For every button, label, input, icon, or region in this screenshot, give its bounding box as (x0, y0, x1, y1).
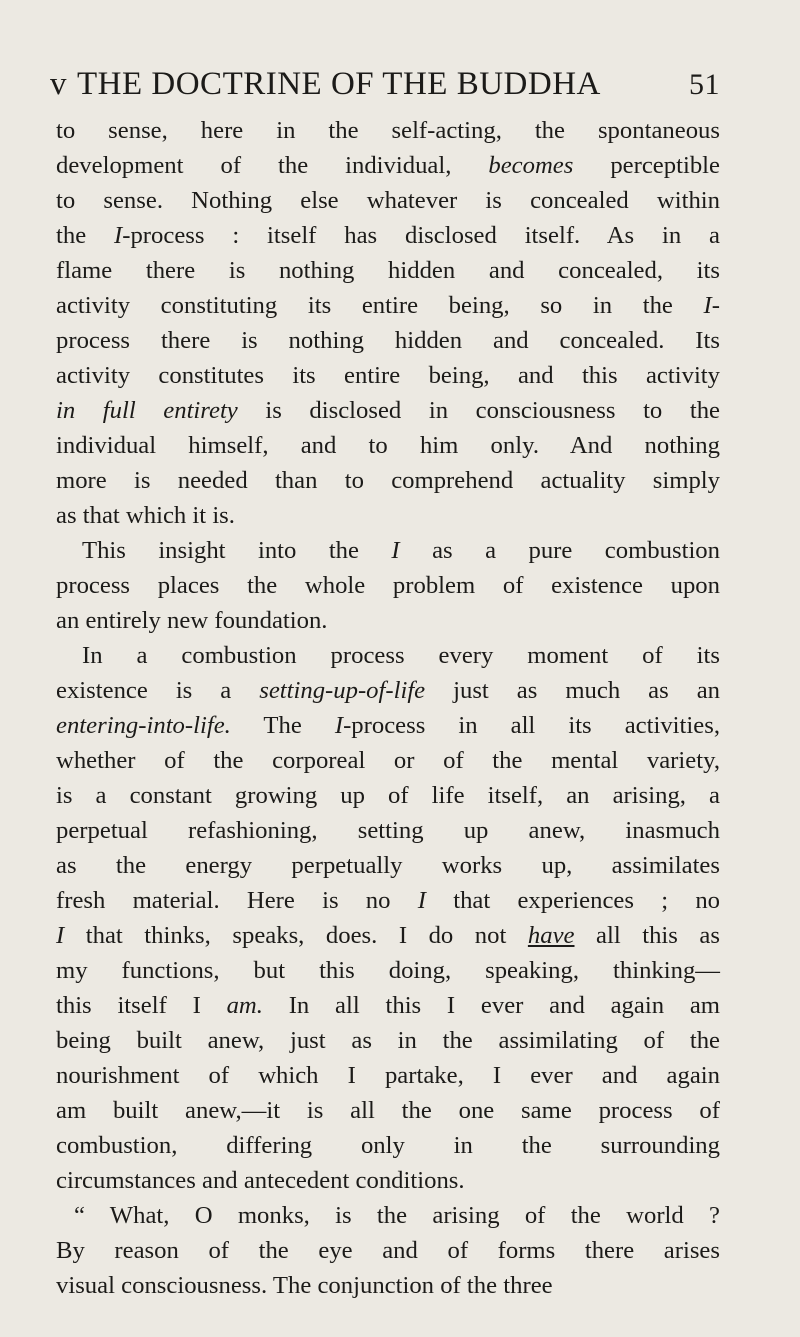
text-run: -process : itself has disclosed itself. As in a (122, 222, 720, 249)
text-line (56, 813, 720, 848)
italic-text: entering-into-life. (56, 712, 231, 739)
text-line (56, 708, 720, 743)
text-line (56, 1093, 720, 1128)
text-run: In a combustion process every moment of its (82, 642, 720, 669)
text-run: that experiences ; no (425, 887, 721, 914)
text-run: am built anew,—it is all the one same process of (56, 1097, 720, 1124)
text-line (56, 498, 720, 533)
italic-text: becomes (488, 152, 574, 179)
text-line (56, 743, 720, 778)
italic-text: in full entirety (56, 397, 238, 424)
text-run: activity constituting its entire being, so in the (56, 292, 704, 319)
italic-text: have (527, 922, 575, 949)
text-line (56, 848, 720, 883)
text-line (56, 533, 720, 568)
text-line (56, 1023, 720, 1058)
text-run: -process in all its activities, (343, 712, 720, 739)
text-line (56, 568, 720, 603)
text-line (56, 288, 720, 323)
text-run: combustion, differing only in the surrounding (56, 1132, 720, 1159)
text-run: all this as (574, 922, 720, 949)
text-run: an entirely new foundation. (56, 607, 328, 634)
text-run: as the energy perpetually works up, assimilates (56, 852, 720, 879)
text-run: is a constant growing up of life itself, an arising, a (56, 782, 720, 809)
text-line (56, 428, 720, 463)
text-run: perceptible (573, 152, 720, 179)
paragraph (56, 1198, 720, 1303)
text-run: activity constitutes its entire being, and this activity (56, 362, 720, 389)
text-run: more is needed than to comprehend actuality simply (56, 467, 720, 494)
text-run: visual consciousness. The conjunction of the three (56, 1272, 553, 1299)
paragraph (56, 533, 720, 638)
text-line (56, 148, 720, 183)
text-line (56, 393, 720, 428)
text-run: process places the whole problem of existence upon (56, 572, 720, 599)
chapter-number: v (50, 66, 67, 102)
text-line (56, 253, 720, 288)
text-run: This insight into the (82, 537, 392, 564)
text-line (56, 1198, 720, 1233)
italic-text: am. (226, 992, 263, 1019)
text-run: the (56, 222, 114, 249)
text-run: this itself I (56, 992, 227, 1019)
text-run: In all this I ever and again am (262, 992, 720, 1019)
italic-text: I (391, 537, 400, 564)
text-line (56, 883, 720, 918)
running-head (50, 66, 720, 103)
chapter-title: THE DOCTRINE OF THE BUDDHA (77, 66, 601, 102)
text-run: that thinks, speaks, does. I do not (64, 922, 528, 949)
text-line (56, 323, 720, 358)
page-number: 51 (689, 68, 720, 101)
text-run: nourishment of which I partake, I ever and again (56, 1062, 720, 1089)
text-run: as a pure combustion (399, 537, 720, 564)
text-line (56, 218, 720, 253)
text-line (56, 603, 720, 638)
text-run: being built anew, just as in the assimilating of the (56, 1027, 720, 1054)
text-line (56, 358, 720, 393)
text-line (56, 638, 720, 673)
text-run: as that which it is. (56, 502, 235, 529)
text-line (56, 113, 720, 148)
text-line (56, 1268, 720, 1303)
text-line (56, 1128, 720, 1163)
italic-text: I (114, 222, 123, 249)
italic-text: I (703, 292, 712, 319)
text-run: - (711, 292, 720, 319)
text-run: flame there is nothing hidden and concealed, its (56, 257, 720, 284)
text-line (56, 673, 720, 708)
text-run: By reason of the eye and of forms there arises (56, 1237, 720, 1264)
text-line (56, 1163, 720, 1198)
text-line (56, 778, 720, 813)
italic-text: I (417, 887, 426, 914)
text-run: is disclosed in consciousness to the (237, 397, 721, 424)
text-line (56, 463, 720, 498)
text-run: whether of the corporeal or of the mental variety, (56, 747, 720, 774)
italic-text: I (334, 712, 344, 739)
text-line (56, 1233, 720, 1268)
paragraph (56, 638, 720, 1198)
body-text (56, 113, 720, 1303)
paragraph (56, 113, 720, 533)
text-run: individual himself, and to him only. And nothing (56, 432, 720, 459)
text-line (56, 183, 720, 218)
text-line (56, 1058, 720, 1093)
italic-text: setting-up-of-life (259, 677, 426, 704)
text-run: “ What, O monks, is the arising of the world ? (74, 1202, 720, 1229)
text-run: to sense. Nothing else whatever is concealed within (56, 187, 720, 214)
text-line (56, 988, 720, 1023)
text-run: perpetual refashioning, setting up anew, inasmuch (56, 817, 720, 844)
text-run: process there is nothing hidden and concealed. Its (56, 327, 720, 354)
text-line (56, 918, 720, 953)
text-run: existence is a (56, 677, 260, 704)
running-head-left (50, 66, 601, 103)
text-run: fresh material. Here is no (56, 887, 418, 914)
text-line (56, 953, 720, 988)
text-run: development of the individual, (56, 152, 489, 179)
text-run: just as much as an (425, 677, 720, 704)
text-run: The (230, 712, 335, 739)
text-run: my functions, but this doing, speaking, thinking— (56, 957, 720, 984)
italic-text: I (56, 922, 65, 949)
text-run: to sense, here in the self-acting, the spontaneous (56, 117, 720, 144)
text-run: circumstances and antecedent conditions. (56, 1167, 465, 1194)
